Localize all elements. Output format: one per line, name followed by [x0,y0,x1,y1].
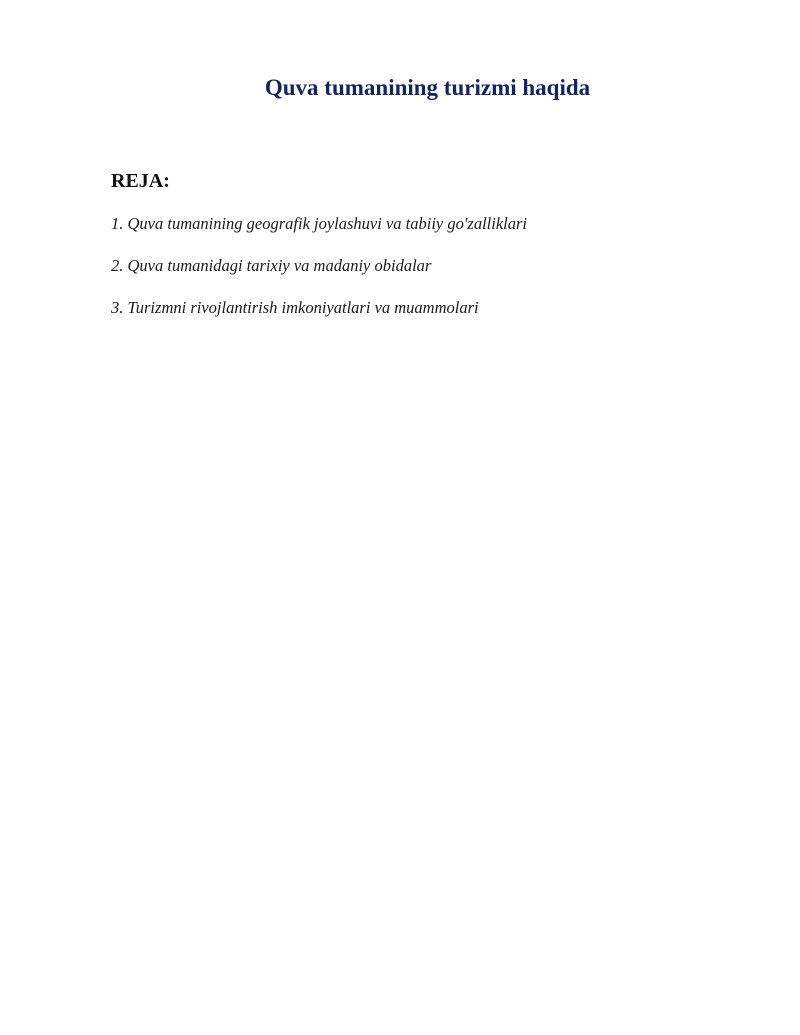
plan-item-1: 1. Quva tumanining geografik joylashuvi va tabiiy go'zalliklari [111,214,527,233]
plan-item-2: 2. Quva tumanidagi tarixiy va madaniy obidalar [111,256,432,275]
document-title: Quva tumanining turizmi haqida [264,75,591,100]
plan-item-3: 3. Turizmni rivojlantirish imkoniyatlari va muammolari [111,298,479,317]
plan-list [111,212,527,338]
plan-heading: REJA: [111,170,170,192]
